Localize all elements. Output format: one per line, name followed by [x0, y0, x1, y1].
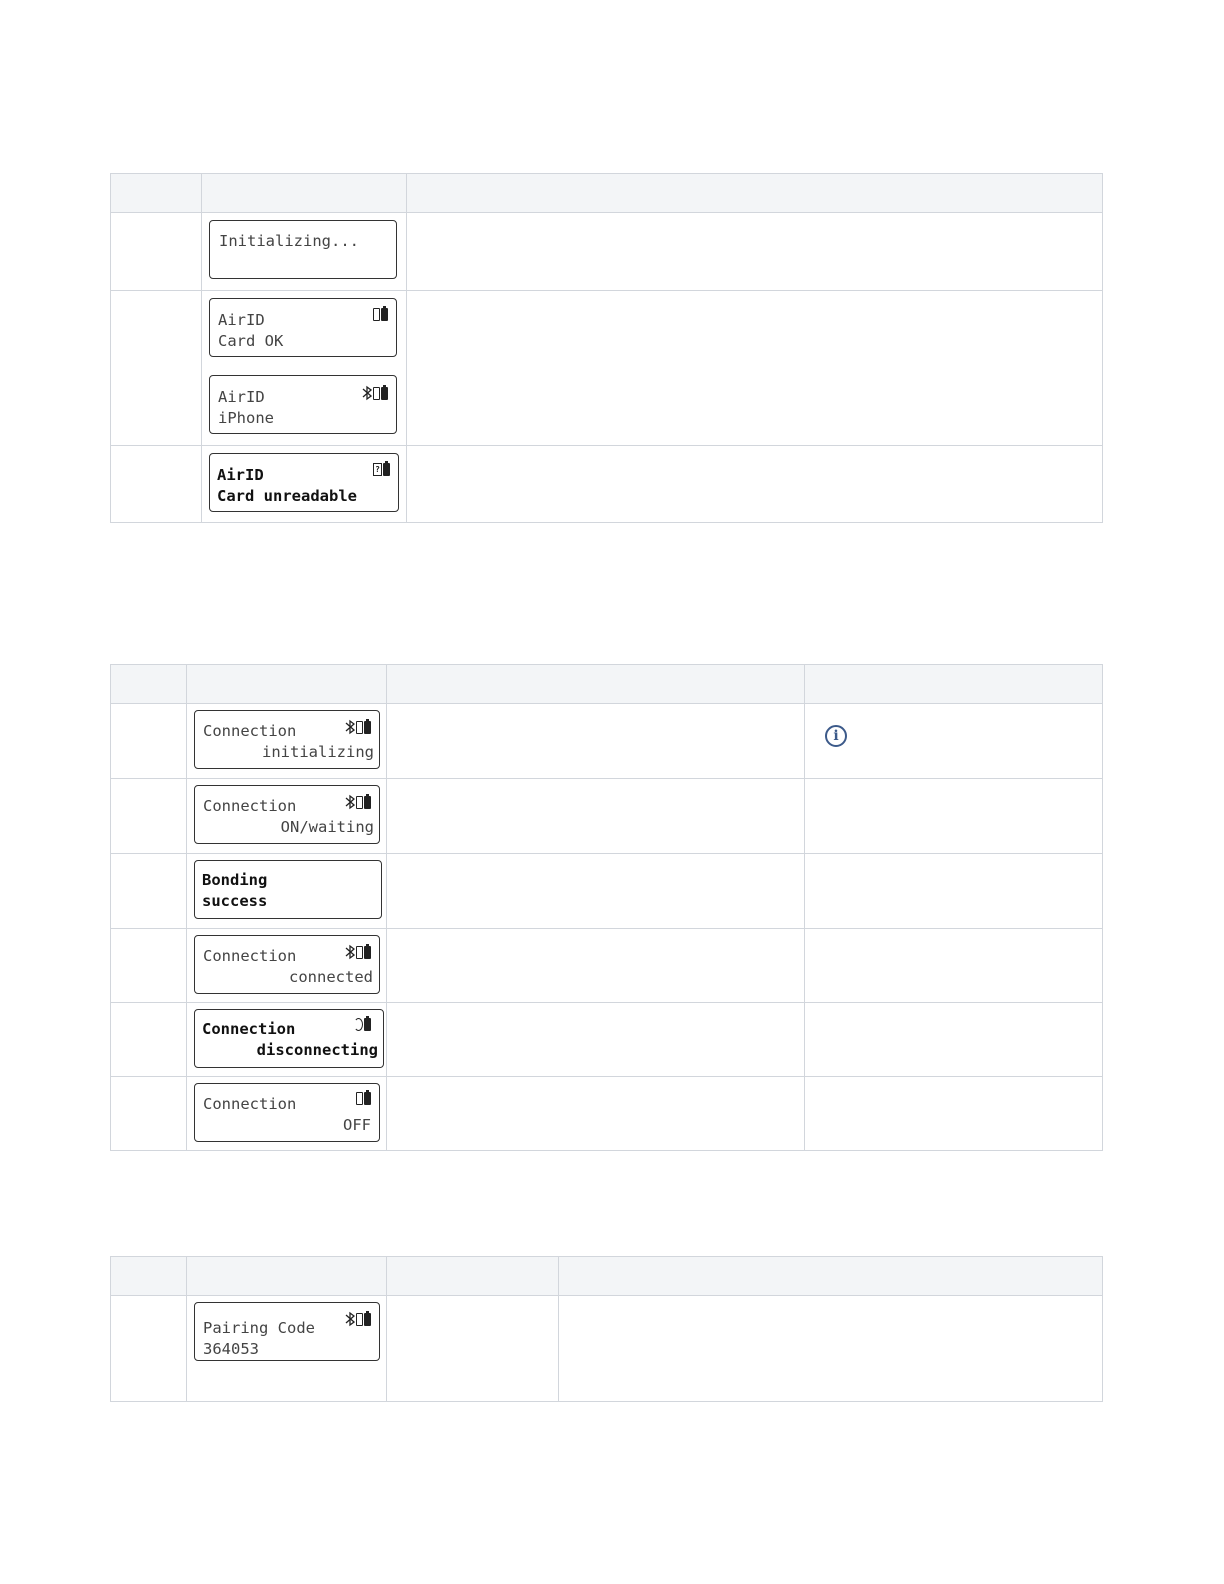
lcd-display: [194, 1083, 380, 1142]
header-cell: [111, 174, 202, 213]
header-cell: [387, 665, 805, 704]
table-cell: [111, 854, 187, 929]
connection-status-table: [110, 664, 1103, 1151]
status-indicators: [373, 463, 390, 476]
table-cell: [805, 1077, 1103, 1151]
display-status-table: [110, 173, 1103, 523]
table-row: [111, 1296, 1103, 1402]
table-cell: [202, 446, 407, 523]
lcd-line-1: Connection: [203, 1095, 297, 1113]
battery-icon: [364, 946, 371, 959]
header-cell: [407, 174, 1103, 213]
lcd-line-1: Connection: [203, 797, 297, 815]
lcd-line-1: AirID: [218, 388, 265, 406]
status-indicators: [345, 794, 371, 810]
lcd-line-2: 364053: [203, 1340, 259, 1358]
card-icon: [356, 1092, 363, 1105]
table-cell: [111, 1003, 187, 1077]
card-icon: [356, 946, 363, 959]
table-row: [111, 213, 1103, 291]
lcd-display: [209, 375, 397, 434]
table-cell: [111, 929, 187, 1003]
table-header-row: [111, 1257, 1103, 1296]
table-cell: [387, 854, 805, 929]
header-cell: [805, 665, 1103, 704]
card-icon: [356, 721, 363, 734]
table-cell: [187, 779, 387, 854]
lcd-display: [194, 1009, 384, 1068]
table-row: [111, 1077, 1103, 1151]
card-icon: [356, 796, 363, 809]
table-cell: [111, 1296, 187, 1402]
header-cell: [111, 1257, 187, 1296]
bluetooth-icon: [345, 719, 355, 735]
lcd-display: [194, 1302, 380, 1361]
table-cell: [187, 704, 387, 779]
lcd-line-2: disconnecting: [256, 1041, 378, 1059]
table-cell: [111, 704, 187, 779]
header-cell: [387, 1257, 559, 1296]
info-icon: i: [825, 725, 847, 747]
table-cell: [805, 929, 1103, 1003]
status-indicators: [354, 1018, 371, 1031]
table-cell: [805, 854, 1103, 929]
spinner-icon: [354, 1018, 363, 1031]
battery-icon: [364, 1018, 371, 1031]
table-row: [111, 1003, 1103, 1077]
table-cell: [387, 1077, 805, 1151]
table-cell: [407, 213, 1103, 291]
battery-icon: [381, 308, 388, 321]
table-row: [111, 291, 1103, 446]
lcd-line-1: Connection: [202, 1020, 296, 1038]
table-cell: [387, 1296, 559, 1402]
table-row: [111, 779, 1103, 854]
status-indicators: [356, 1092, 371, 1105]
card-unreadable-icon: ?: [373, 463, 382, 476]
status-indicators: [345, 1311, 371, 1327]
lcd-line-2: OFF: [343, 1116, 371, 1134]
battery-icon: [364, 1313, 371, 1326]
table-cell: [187, 1003, 387, 1077]
lcd-line-2: Card unreadable: [217, 487, 357, 505]
table-cell: [387, 1003, 805, 1077]
lcd-line-1: Pairing Code: [203, 1319, 315, 1337]
table-cell: [187, 1296, 387, 1402]
table-row: [111, 446, 1103, 523]
header-cell: [559, 1257, 1103, 1296]
status-indicators: [345, 944, 371, 960]
battery-icon: [381, 387, 388, 400]
table-cell: [111, 291, 202, 446]
lcd-line-1: Bonding: [202, 871, 268, 889]
table-cell: [187, 1077, 387, 1151]
battery-icon: [364, 721, 371, 734]
table-row: [111, 704, 1103, 779]
lcd-line-1: AirID: [218, 311, 265, 329]
bluetooth-icon: [345, 794, 355, 810]
table-cell: [805, 1003, 1103, 1077]
bluetooth-icon: [362, 385, 372, 401]
table-cell: [559, 1296, 1103, 1402]
battery-icon: [383, 463, 390, 476]
table-header-row: [111, 174, 1103, 213]
lcd-line-1: Initializing...: [219, 232, 359, 250]
lcd-line-2: ON/waiting: [280, 818, 374, 836]
status-indicators: [373, 308, 388, 321]
header-cell: [111, 665, 187, 704]
pairing-table: [110, 1256, 1103, 1402]
table-cell: [111, 779, 187, 854]
table-header-row: [111, 665, 1103, 704]
header-cell: [187, 1257, 387, 1296]
status-indicators: [345, 719, 371, 735]
lcd-line-2: connected: [289, 968, 373, 986]
battery-icon: [364, 1092, 371, 1105]
table-cell: [111, 213, 202, 291]
lcd-display: [194, 785, 380, 844]
table-cell: [111, 446, 202, 523]
card-icon: [356, 1313, 363, 1326]
table-cell: [387, 779, 805, 854]
table-row: [111, 929, 1103, 1003]
table-cell: [407, 291, 1103, 446]
header-cell: [187, 665, 387, 704]
bluetooth-icon: [345, 944, 355, 960]
table-row: [111, 854, 1103, 929]
lcd-display: [194, 710, 380, 769]
lcd-line-1: Connection: [203, 722, 297, 740]
card-icon: [373, 387, 380, 400]
table-cell: [187, 929, 387, 1003]
lcd-line-2: success: [202, 892, 268, 910]
lcd-display: [209, 298, 397, 357]
lcd-line-1: AirID: [217, 466, 264, 484]
table-cell: [407, 446, 1103, 523]
lcd-line-2: Card OK: [218, 332, 284, 350]
card-icon: [373, 308, 380, 321]
table-cell: [805, 779, 1103, 854]
table-cell: [187, 854, 387, 929]
header-cell: [202, 174, 407, 213]
lcd-line-2: iPhone: [218, 409, 274, 427]
status-indicators: [362, 385, 388, 401]
table-cell: [111, 1077, 187, 1151]
lcd-display: [194, 860, 382, 919]
bluetooth-icon: [345, 1311, 355, 1327]
lcd-line-1: Connection: [203, 947, 297, 965]
table-cell: [805, 704, 1103, 779]
table-cell: [387, 929, 805, 1003]
table-cell: [202, 291, 407, 446]
table-cell: [387, 704, 805, 779]
lcd-display: [209, 453, 399, 512]
lcd-display: [209, 220, 397, 279]
battery-icon: [364, 796, 371, 809]
lcd-line-2: initializing: [262, 743, 374, 761]
lcd-display: [194, 935, 380, 994]
table-cell: [202, 213, 407, 291]
